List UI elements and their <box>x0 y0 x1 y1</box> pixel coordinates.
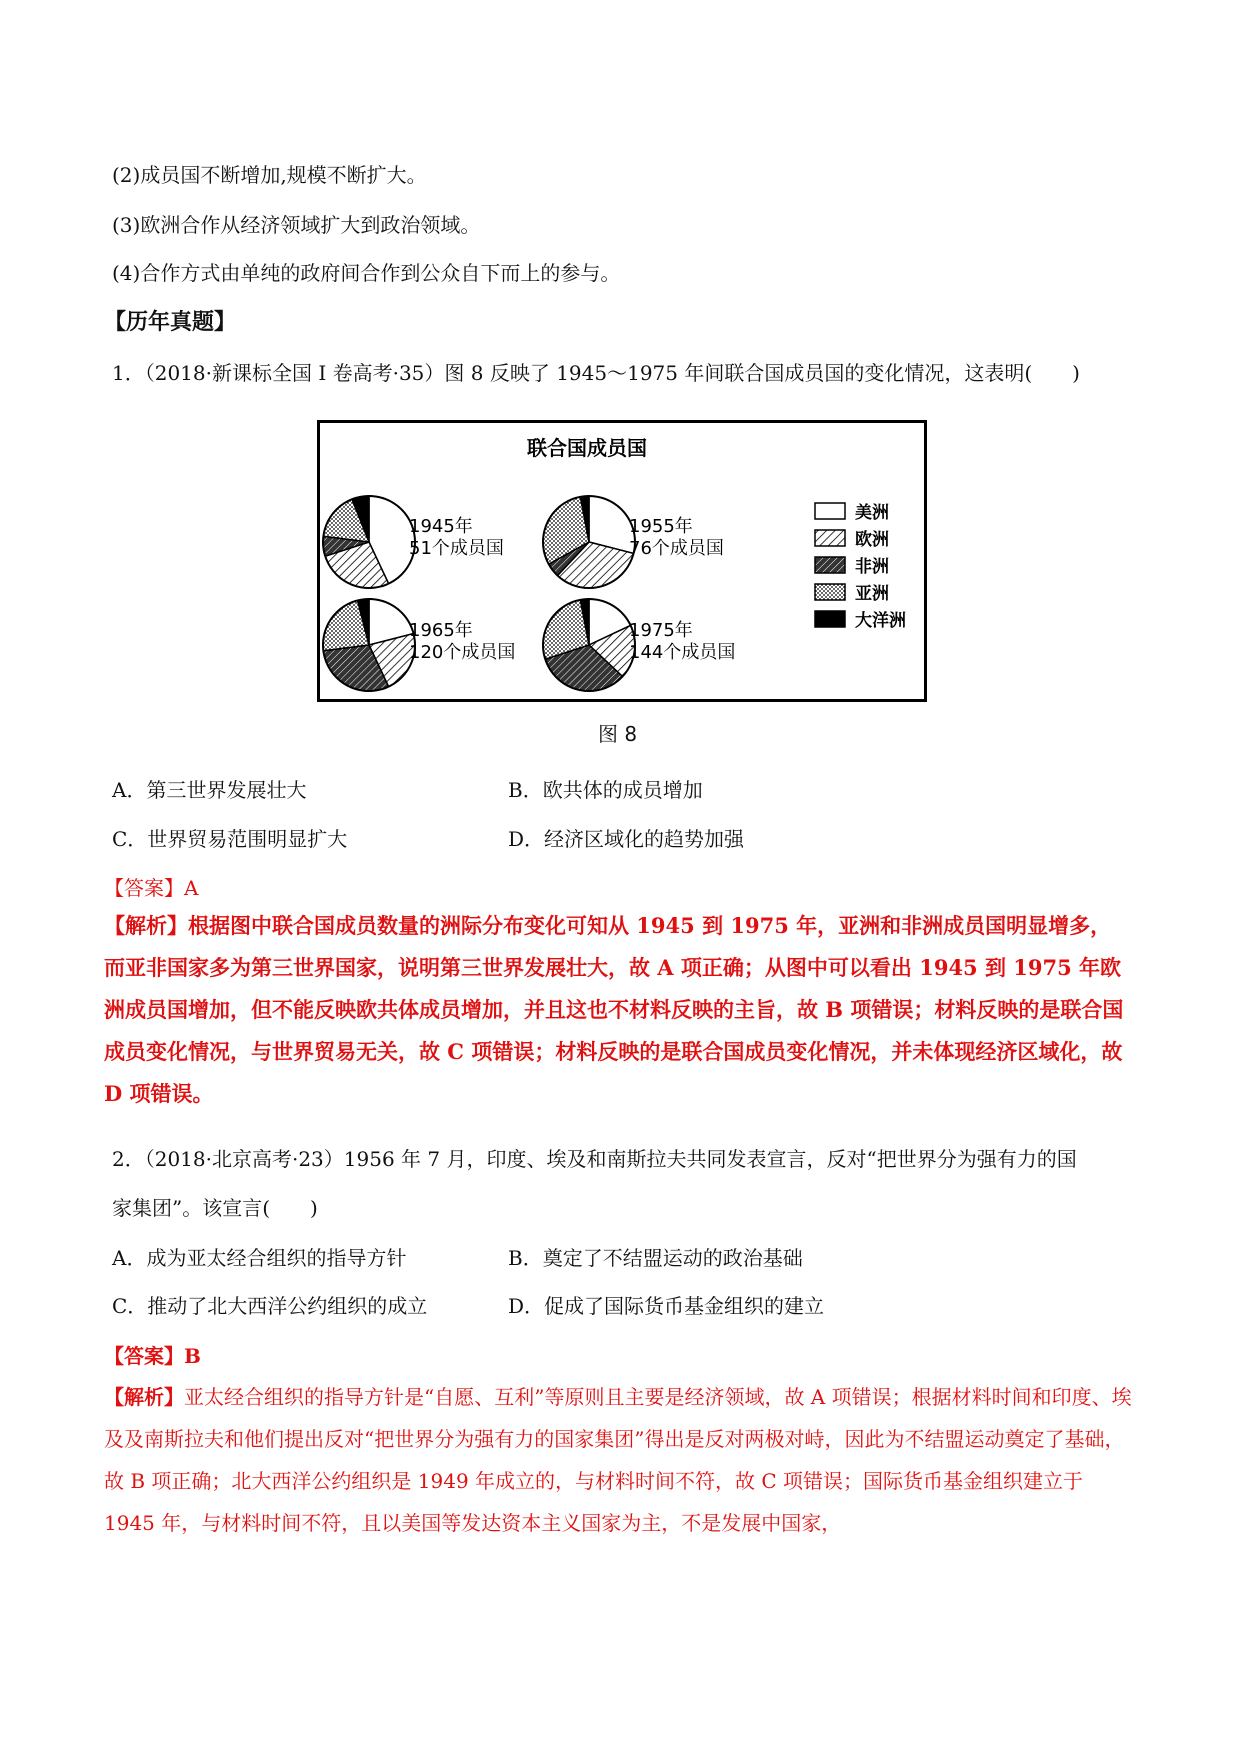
point-2: (2)成员国不断增加,规模不断扩大。 <box>112 163 427 187</box>
q1-analysis <box>104 905 1132 1115</box>
legend-swatch-asia <box>815 584 845 600</box>
q2-analysis-label: 【解析】 <box>104 1385 184 1409</box>
legend-europe: 欧洲 <box>855 530 889 550</box>
legend-asia: 亚洲 <box>855 584 889 604</box>
legend-swatch-oceania <box>815 611 845 627</box>
q2-option-d: D．促成了国际货币基金组织的建立 <box>508 1294 825 1318</box>
q1-answer: 【答案】A <box>104 876 199 900</box>
q2-option-c: C．推动了北大西洋公约组织的成立 <box>112 1294 428 1318</box>
pie-count-3: 144个成员国 <box>629 642 736 663</box>
q2-stem-line1: 2．（2018·北京高考·23）1956 年 7 月，印度、埃及和南斯拉夫共同发表宣言，反对“把世界分为强有力的国 <box>112 1147 1077 1171</box>
q1-option-c: C．世界贸易范围明显扩大 <box>112 827 348 851</box>
legend-swatch-europe <box>815 530 845 546</box>
q2-analysis <box>104 1376 1132 1544</box>
legend-oceania: 大洋洲 <box>855 611 906 631</box>
figure-caption: 图 8 <box>598 722 638 746</box>
pie-year-1: 1955年 <box>629 516 693 537</box>
q2-analysis-text: 亚太经合组织的指导方针是“自愿、互利”等原则且主要是经济领域，故 A 项错误；根据材料时间和印度、埃及及南斯拉夫和他们提出反对“把世界分为强有力的国家集团”得出是反对两极对峙，因此为不结盟运动奠定了基础，故 B 项正确；北大西洋公约组织是 1949 年成立的，与材料时间不符，故 C 项错误；国际货币基金组织建立于 1945 年，与材料时间不符，且以美国等发达资本主义国家为主，不是发展中国家， <box>104 1385 1132 1535</box>
point-4: (4)合作方式由单纯的政府间合作到公众自下而上的参与。 <box>112 261 621 285</box>
q2-option-b: B．奠定了不结盟运动的政治基础 <box>508 1246 803 1270</box>
pie-count-1: 76个成员国 <box>629 538 724 559</box>
point-3: (3)欧洲合作从经济领域扩大到政治领域。 <box>112 213 481 237</box>
legend-america: 美洲 <box>855 503 889 523</box>
legend-swatch-america <box>815 503 845 519</box>
legend-africa: 非洲 <box>855 557 889 577</box>
pie-count-2: 120个成员国 <box>409 642 516 663</box>
pie-year-2: 1965年 <box>409 620 473 641</box>
pie-year-0: 1945年 <box>409 516 473 537</box>
q1-option-a: A．第三世界发展壮大 <box>112 778 307 802</box>
q1-stem: 1．（2018·新课标全国 I 卷高考·35）图 8 反映了 1945～1975 年间联合国成员国的变化情况，这表明( ) <box>112 361 1080 385</box>
q2-option-a: A．成为亚太经合组织的指导方针 <box>112 1246 407 1270</box>
un-members-figure <box>317 420 927 702</box>
legend-swatch-africa <box>815 557 845 573</box>
pie-count-0: 51个成员国 <box>409 538 504 559</box>
q1-analysis-label: 【解析】 <box>104 913 188 938</box>
q1-analysis-text: 根据图中联合国成员数量的洲际分布变化可知从 1945 到 1975 年，亚洲和非洲成员国明显增多，而亚非国家多为第三世界国家，说明第三世界发展壮大，故 A 项正确；从图中可以看出 1945 到 1975 年欧洲成员国增加，但不能反映欧共体成员增加，并且这也不材料反映的主旨，故 B 项错误；材料反映的是联合国成员变化情况，与世界贸易无关，故 C 项错误；材料反映的是联合国成员变化情况，并未体现经济区域化，故 D 项错误。 <box>104 913 1124 1106</box>
q1-option-b: B．欧共体的成员增加 <box>508 778 703 802</box>
q2-stem-line2: 家集团”。该宣言( ) <box>112 1196 318 1220</box>
pie-year-3: 1975年 <box>629 620 693 641</box>
figure-title: 联合国成员国 <box>527 436 647 460</box>
section-title: 【历年真题】 <box>104 309 237 335</box>
q2-answer: 【答案】B <box>104 1344 201 1368</box>
q1-option-d: D．经济区域化的趋势加强 <box>508 827 745 851</box>
